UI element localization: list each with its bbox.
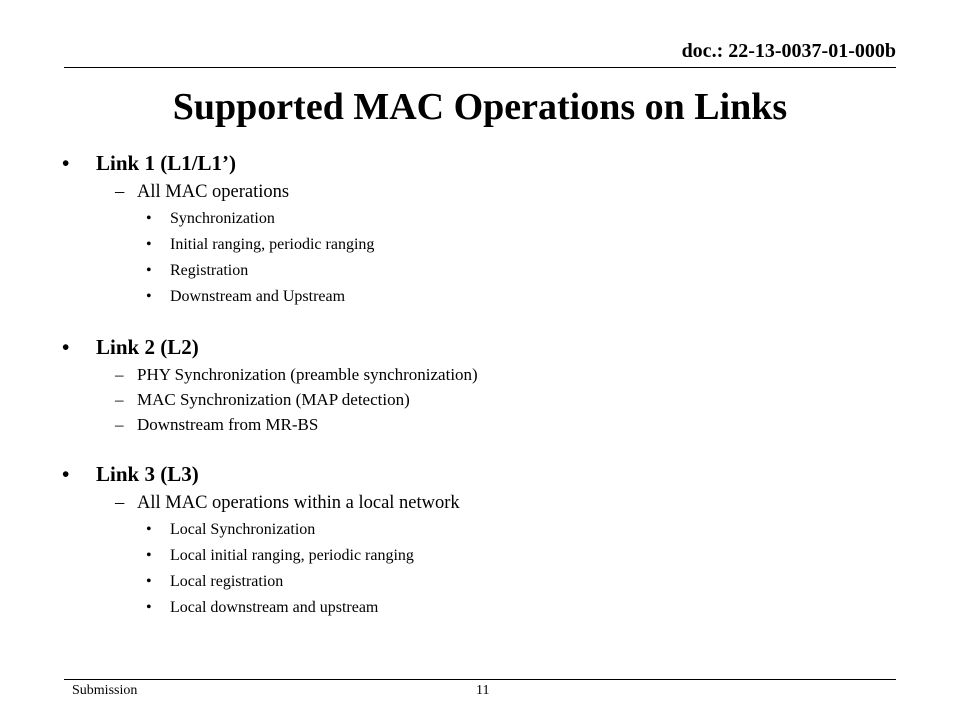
list-item-text: Local initial ranging, periodic ranging <box>170 547 414 564</box>
section-heading: Link 2 (L2) <box>96 335 199 359</box>
footer-divider <box>64 679 896 680</box>
bullet-dot-icon: • <box>146 547 152 564</box>
list-item <box>146 543 910 569</box>
bullet-dot-icon: • <box>146 262 152 279</box>
list-item-text: Registration <box>170 262 249 279</box>
sub-bullet-text: PHY Synchronization (preamble synchronization) <box>137 365 478 384</box>
section-link-3 <box>60 459 910 621</box>
list-item <box>146 206 910 232</box>
list-item <box>146 517 910 543</box>
list-item-text: Initial ranging, periodic ranging <box>170 236 375 253</box>
bullet-link-3 <box>60 459 910 489</box>
bullet-link-1 <box>60 148 910 178</box>
footer-submission: Submission <box>72 683 138 698</box>
list-item-text: Local downstream and upstream <box>170 599 379 616</box>
dash-icon: – <box>115 182 125 202</box>
sub-bullet <box>115 412 910 437</box>
bullet-link-2 <box>60 332 910 362</box>
bullet-dot-icon: • <box>146 236 152 253</box>
list-item-text: Downstream and Upstream <box>170 288 346 305</box>
header-divider <box>64 67 896 68</box>
sub-bullet-text: All MAC operations within a local network <box>137 493 460 513</box>
list-item <box>146 258 910 284</box>
list-item <box>146 595 910 621</box>
document-id: doc.: 22-13-0037-01-000b <box>681 40 896 62</box>
list-item <box>146 569 910 595</box>
sub-bullet <box>115 178 910 206</box>
bullet-dot-icon: • <box>146 599 152 616</box>
dash-icon: – <box>115 415 124 434</box>
dash-icon: – <box>115 365 124 384</box>
slide-body <box>60 148 910 643</box>
bullet-dot-icon: • <box>146 573 152 590</box>
sub-bullet <box>115 489 910 517</box>
slide-title: Supported MAC Operations on Links <box>172 86 788 128</box>
bullet-dot-icon: • <box>62 462 70 486</box>
sub-bullet-text: Downstream from MR-BS <box>137 415 319 434</box>
list-item-text: Local registration <box>170 573 284 590</box>
section-heading: Link 1 (L1/L1’) <box>96 151 237 175</box>
sub-bullet <box>115 387 910 412</box>
list-item <box>146 284 910 310</box>
section-link-2 <box>60 332 910 437</box>
dash-icon: – <box>115 493 125 513</box>
sub-bullet <box>115 362 910 387</box>
sub-bullet-text: MAC Synchronization (MAP detection) <box>137 390 410 409</box>
bullet-dot-icon: • <box>146 210 152 227</box>
list-item-text: Synchronization <box>170 210 275 227</box>
dash-icon: – <box>115 390 124 409</box>
bullet-dot-icon: • <box>146 288 152 305</box>
bullet-dot-icon: • <box>62 151 70 175</box>
bullet-dot-icon: • <box>62 335 70 359</box>
section-link-1 <box>60 148 910 310</box>
list-item-text: Local Synchronization <box>170 521 316 538</box>
page-number: 11 <box>476 683 490 698</box>
bullet-dot-icon: • <box>146 521 152 538</box>
section-heading: Link 3 (L3) <box>96 462 199 486</box>
sub-bullet-text: All MAC operations <box>137 182 290 202</box>
list-item <box>146 232 910 258</box>
